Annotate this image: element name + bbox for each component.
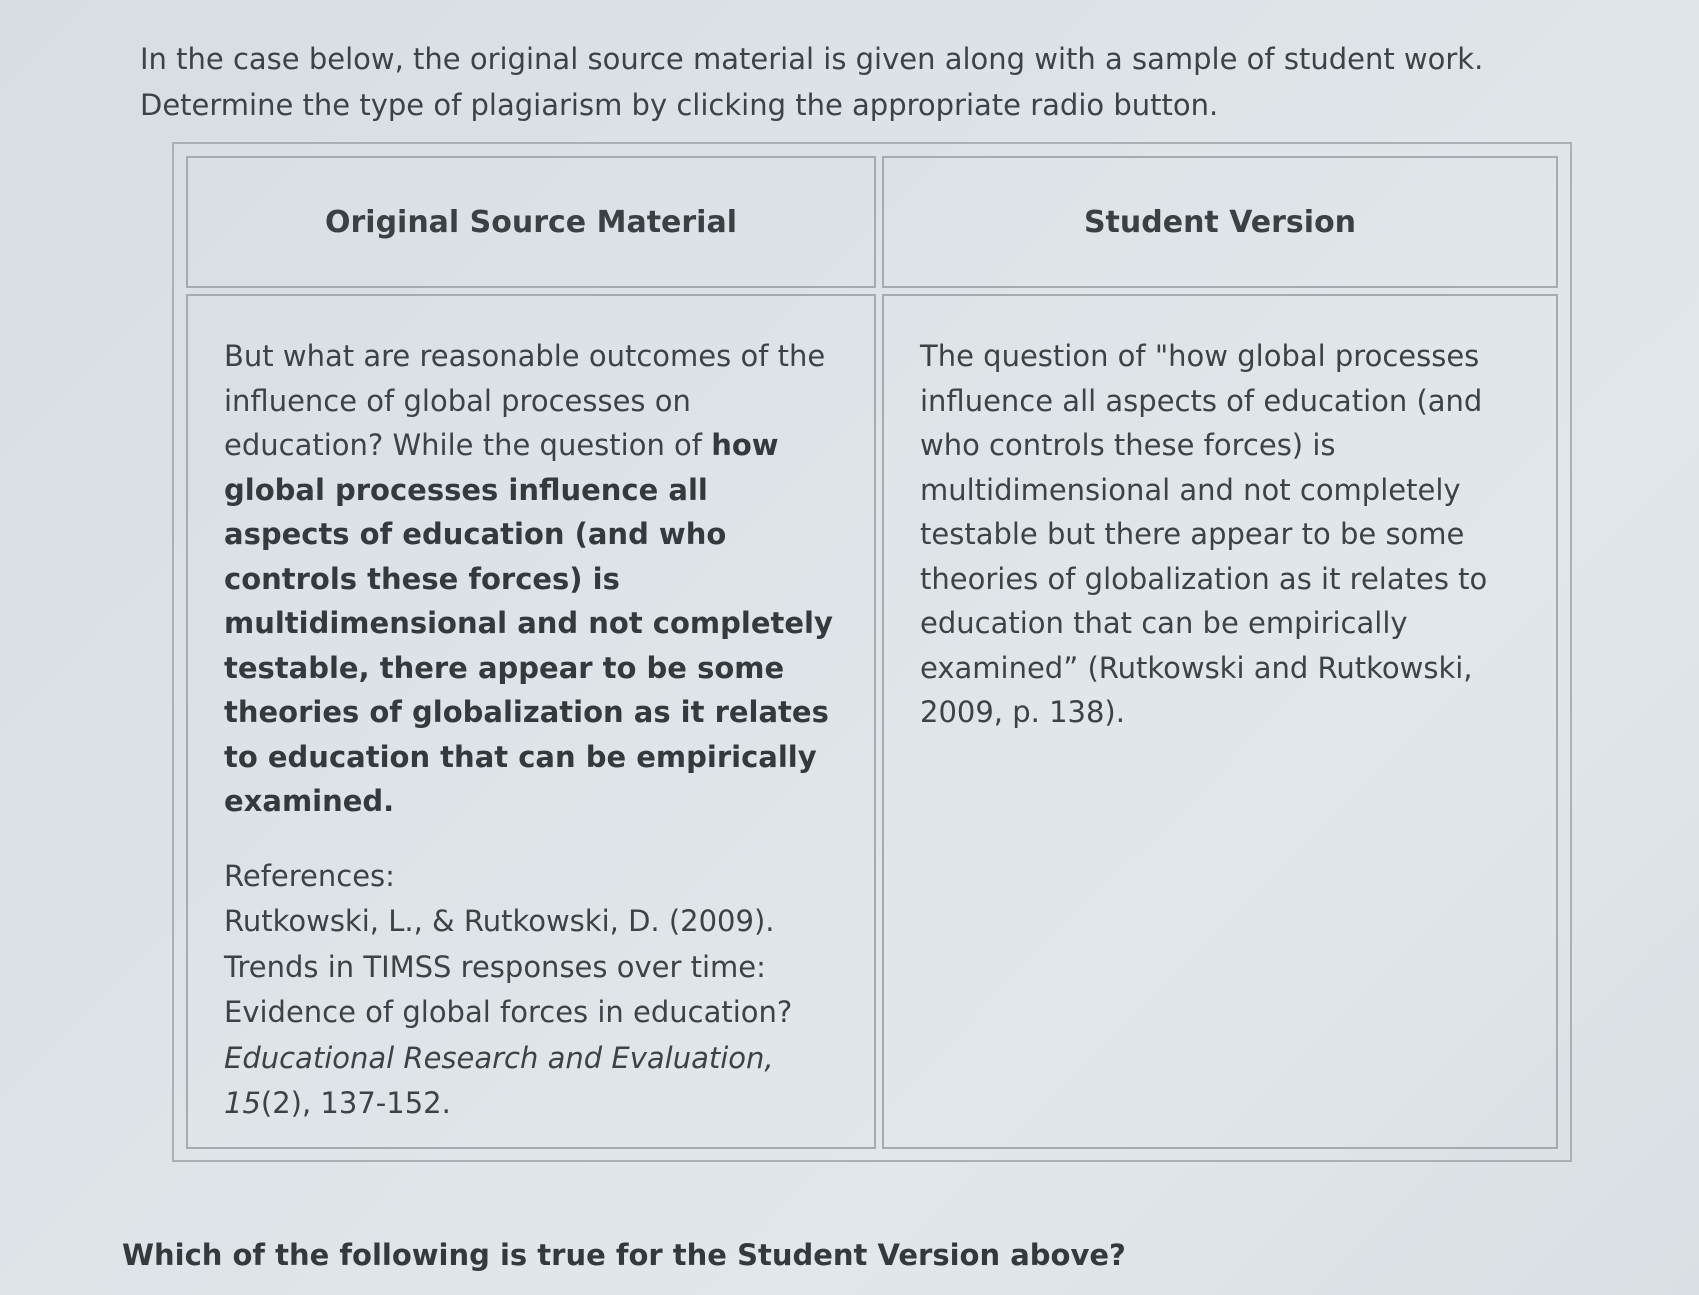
citation-issue-pages: (2), 137-152. [260, 1086, 451, 1120]
instructions-line-1: In the case below, the original source material is given along with a sample of student work. [140, 42, 1484, 76]
original-source-header-label: Original Source Material [324, 204, 737, 240]
student-version-header-label: Student Version [1083, 204, 1357, 240]
references [224, 854, 838, 1127]
instructions [140, 36, 1560, 128]
original-bold-text: how global processes influence all aspects of education (and who controls these forces) is multidimensional and not completely testable, there appear to be some theories of globalization as it relates to education that can be empirically examined. [224, 428, 833, 818]
references-label: References: [224, 858, 395, 893]
original-source-text [224, 334, 838, 824]
citation-line-3: Evidence of global forces in education? [224, 995, 793, 1029]
original-source-cell [186, 294, 876, 1149]
instructions-line-2: Determine the type of plagiarism by clicking the appropriate radio button. [140, 88, 1219, 122]
citation-journal: Educational Research and Evaluation, [224, 1040, 774, 1075]
student-version-text: The question of "how global processes influence all aspects of education (and who controls these forces) is multidimensional and not completely testable but there appear to be some theories of globalization as it relates to education that can be empirically examined” (Rutkowski and Rutkowski, 2009, p. 138). [920, 339, 1488, 729]
citation-volume: 15 [224, 1086, 261, 1120]
comparison-table [172, 142, 1572, 1162]
citation-volume-line [224, 1081, 838, 1127]
student-version-header [882, 156, 1558, 288]
original-plain-text: But what are reasonable outcomes of the influence of global processes on education? While the question of [224, 339, 826, 462]
citation-line-2: Trends in TIMSS responses over time: [224, 949, 766, 984]
student-version-cell [882, 294, 1558, 1149]
citation-line-1: Rutkowski, L., & Rutkowski, D. (2009). [224, 904, 775, 938]
original-source-header [186, 156, 876, 288]
question-prompt: Which of the following is true for the Student Version above? [122, 1238, 1126, 1272]
